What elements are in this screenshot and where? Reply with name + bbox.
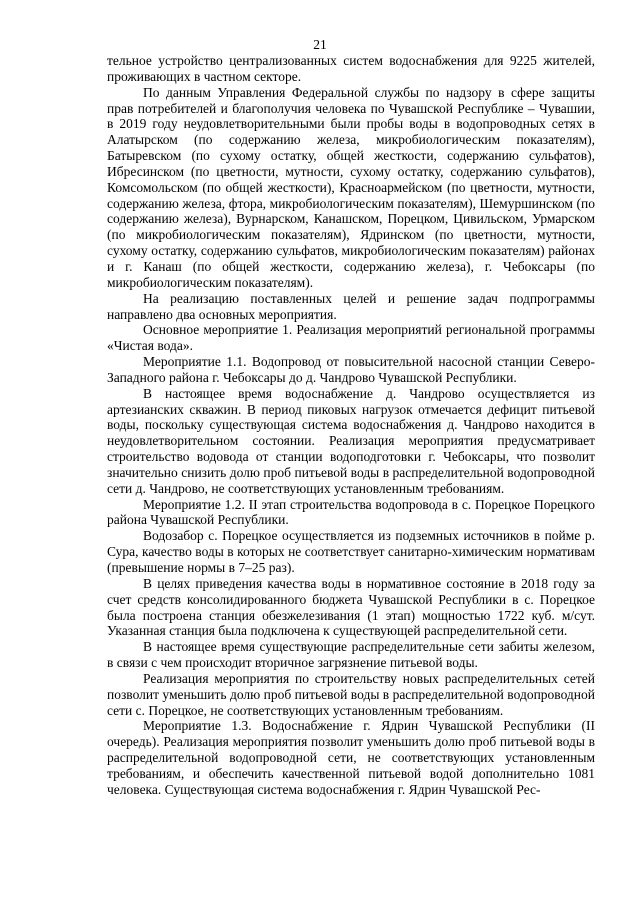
paragraph: Реализация мероприятия по строительству новых распределительных сетей позволит уменьшить долю проб питьевой воды в распределительной водопроводной сети с. Порецкое, не соответствующих установленным требованиям.: [107, 670, 595, 718]
paragraph: В настоящее время водоснабжение д. Чандрово осуществляется из артезианских скважин. В период пиковых нагрузок отмечается дефицит питьевой воды, поскольку существующая система водоснабжения д. Чандрово находится в неудовлетворительном состоянии. Реализация мероприятия предусматривает строительство водовода от станции водоподготовки г. Чебоксары, что позволит значительно снизить долю проб питьевой воды в распределительной водопроводной сети д. Чандрово, не соответствующих установленным требованиям.: [107, 385, 595, 496]
paragraph: Основное мероприятие 1. Реализация мероприятий региональной программы «Чистая вода».: [107, 322, 595, 354]
paragraph: Мероприятие 1.3. Водоснабжение г. Ядрин Чувашской Республики (II очередь). Реализация мероприятия позволит уменьшить долю проб питьевой воды в распределительной водопроводной сети, не соответствующих установленным требованиям, и обеспечить качественной питьевой водой дополнительно 1081 человека. Существующая система водоснабжения г. Ядрин Чувашской Рес-: [107, 718, 595, 797]
page-number: 21: [313, 37, 327, 52]
paragraph: Мероприятие 1.1. Водопровод от повысительной насосной станции Северо-Западного района г. Чебоксары до д. Чандрово Чувашской Республики.: [107, 354, 595, 385]
paragraph: В целях приведения качества воды в нормативное состояние в 2018 году за счет средств консолидированного бюджета Чувашской Республики в с. Порецкое была построена станция обезжелезивания (1 этап) мощностью 1722 куб. м/сут. Указанная станция была подключена к существующей распределительной сети.: [107, 575, 595, 639]
paragraph: На реализацию поставленных целей и решение задач подпрограммы направлено два основных мероприятия.: [107, 290, 595, 322]
paragraph: Водозабор с. Порецкое осуществляется из подземных источников в пойме р. Сура, качество воды в которых не соответствует санитарно-химическим нормативам (превышение нормы в 7–25 раз).: [107, 528, 595, 575]
paragraph: тельное устройство централизованных систем водоснабжения для 9225 жителей, проживающих в частном секторе.: [107, 53, 595, 84]
paragraph: По данным Управления Федеральной службы по надзору в сфере защиты прав потребителей и благополучия человека по Чувашской Республике – Чувашии, в 2019 году неудовлетворительными были пробы воды в водопроводных сетях в Алатырском (по содержанию железа, микробиологическим показателям), Батыревском (по сухому остатку, общей жесткости, содержанию сульфатов), Ибресинском (по цветности, мутности, сухому остатку, содержанию сульфатов), Комсомольском (по общей жесткости), Красноармейском (по цветности, мутности, содержанию железа, фтора, микробиологическим показателям), Шемуршинском (по содержанию железа), Вурнарском, Канашском, Порецком, Цивильском, Урмарском (по микробиологическим показателям), Ядринском (по цветности, мутности, сухому остатку, содержанию сульфатов, микробиологическим показателям) районах и г. Канаш (по общей жесткости, содержанию железа), г. Чебоксары (по микробиологическим показателям).: [107, 84, 595, 290]
paragraph: В настоящее время существующие распределительные сети забиты железом, в связи с чем происходит вторичное загрязнение питьевой воды.: [107, 639, 595, 671]
paragraph: Мероприятие 1.2. II этап строительства водопровода в с. Порецкое Порецкого района Чувашской Республики.: [107, 496, 595, 528]
document-body: [107, 53, 595, 798]
